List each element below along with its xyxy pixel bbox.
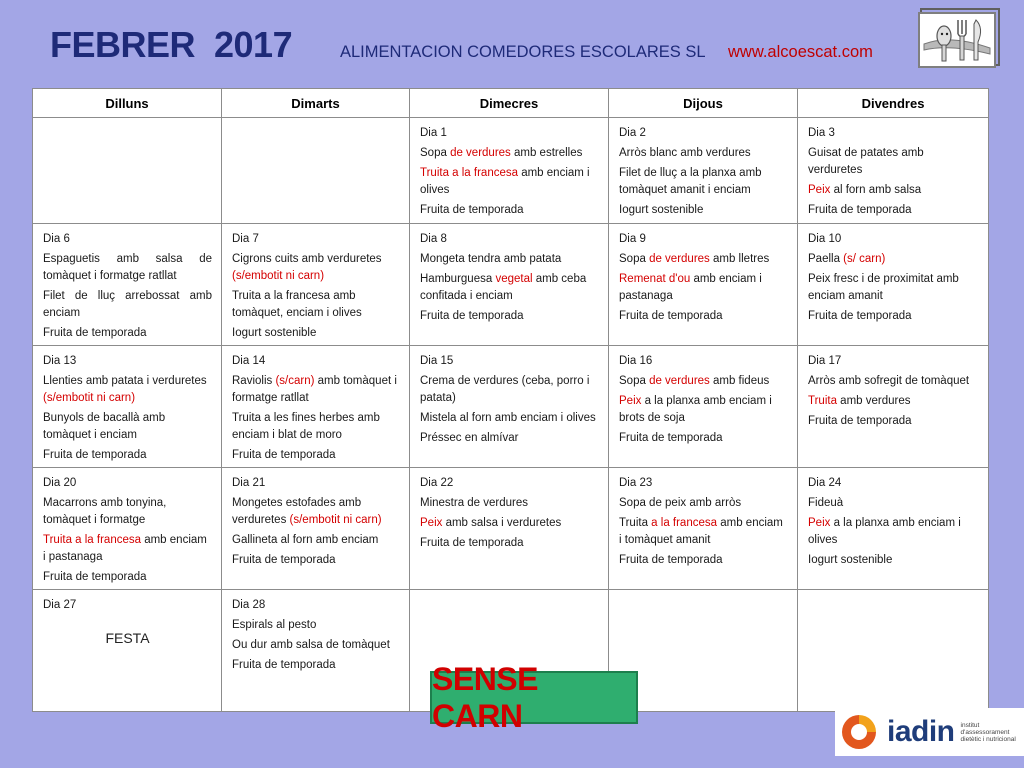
dish-text: Mongetes estofades amb verduretes — [232, 497, 362, 526]
dish-text: Espaguetis amb salsa de tomàquet i formatge ratllat — [43, 253, 212, 282]
iadin-logo-icon — [839, 712, 879, 752]
day-number — [808, 475, 979, 492]
dish-text: Mongeta tendra amb patata — [420, 253, 562, 265]
menu-dish — [43, 251, 212, 285]
dish-text: amb enciam i olives — [420, 167, 590, 196]
dish-text: Iogurt sostenible — [232, 327, 317, 339]
day-cell-dimecres — [410, 346, 609, 468]
menu-table — [32, 88, 989, 712]
dish-text: Mistela al forn amb enciam i olives — [420, 412, 596, 424]
menu-dish — [808, 251, 979, 268]
dish-text: Macarrons amb tonyina, tomàquet i formatge — [43, 497, 167, 526]
menu-dish — [232, 657, 400, 674]
menu-dish — [43, 288, 212, 322]
dish-text: Fideuà — [808, 497, 844, 509]
menu-dish — [232, 532, 400, 549]
dish-text: Sopa de peix amb arròs — [619, 497, 742, 509]
dish-text: Iogurt sostenible — [808, 554, 893, 566]
menu-dish — [232, 325, 400, 342]
company-name: ALIMENTACION COMEDORES ESCOLARES SL — [340, 43, 706, 61]
menu-dish — [808, 373, 979, 390]
menu-dish — [808, 515, 979, 549]
day-cell-dimarts — [222, 590, 410, 712]
dish-text: Fruita de temporada — [619, 310, 723, 322]
iadin-logo — [835, 708, 1024, 756]
day-number — [619, 353, 788, 370]
menu-dish — [619, 145, 788, 162]
dish-text: Sopa — [420, 147, 451, 159]
dish-text: Peix fresc i de proximitat amb enciam amanit — [808, 273, 959, 302]
dish-text: Dia 8 — [420, 233, 447, 245]
dish-text: Dia 2 — [619, 127, 646, 139]
dish-text: amb fideus — [709, 375, 770, 387]
menu-dish — [619, 515, 788, 549]
menu-dish — [232, 447, 400, 464]
day-number — [43, 231, 212, 248]
dish-text: Sopa — [619, 253, 650, 265]
dish-text: Fruita de temporada — [808, 204, 912, 216]
day-number — [619, 125, 788, 142]
day-number — [232, 353, 400, 370]
dish-text: al forn amb salsa — [830, 184, 922, 196]
meat-free-note: (s/ carn) — [843, 253, 886, 265]
day-cell-dimecres — [410, 468, 609, 590]
dish-text: Iogurt sostenible — [619, 204, 704, 216]
menu-dish — [43, 325, 212, 342]
week-row — [33, 224, 989, 346]
dish-text: Préssec en almívar — [420, 432, 519, 444]
week-row — [33, 468, 989, 590]
meat-free-note: Truita a la francesa — [43, 534, 142, 546]
dish-text: Dia 20 — [43, 477, 77, 489]
menu-dish — [420, 251, 599, 268]
dish-text: Espirals al pesto — [232, 619, 317, 631]
menu-dish — [619, 202, 788, 219]
day-cell-dilluns — [33, 346, 222, 468]
menu-dish — [619, 165, 788, 199]
day-cell-dimarts — [222, 224, 410, 346]
menu-dish — [232, 552, 400, 569]
dish-text: Truita a la francesa amb tomàquet, enciam i olives — [232, 290, 362, 319]
dish-text: Gallineta al forn amb enciam — [232, 534, 379, 546]
meat-free-note: (s/carn) — [275, 375, 315, 387]
day-cell-divendres — [798, 118, 989, 224]
dish-text: amb lletres — [709, 253, 770, 265]
menu-dish — [43, 447, 212, 464]
menu-dish — [619, 373, 788, 390]
website-link[interactable]: www.alcoescat.com — [728, 43, 873, 61]
dish-text: Bunyols de bacallà amb tomàquet i enciam — [43, 412, 166, 441]
dish-text: Dia 13 — [43, 355, 77, 367]
menu-dish — [808, 495, 979, 512]
dish-text: amb salsa i verduretes — [442, 517, 562, 529]
dish-text: Dia 7 — [232, 233, 259, 245]
dish-text: Truita a les fines herbes amb enciam i blat de moro — [232, 412, 380, 441]
dish-text: amb tomàquet i formatge ratllat — [232, 375, 397, 404]
menu-dish — [43, 373, 212, 407]
menu-dish — [808, 145, 979, 179]
dish-text: a la planxa amb enciam i olives — [808, 517, 961, 546]
dish-text: amb estrelles — [510, 147, 583, 159]
menu-dish — [232, 495, 400, 529]
dish-text: Dia 17 — [808, 355, 842, 367]
dish-text: a la planxa amb enciam i brots de soja — [619, 395, 772, 424]
header-dimecres: Dimecres — [410, 89, 609, 118]
dish-text: Hamburguesa — [420, 273, 496, 285]
dish-text: Dia 21 — [232, 477, 266, 489]
menu-dish — [43, 569, 212, 586]
week-row — [33, 346, 989, 468]
day-cell-dilluns — [33, 468, 222, 590]
day-number — [808, 231, 979, 248]
dish-text: Guisat de patates amb verduretes — [808, 147, 924, 176]
day-number — [232, 475, 400, 492]
dish-text: Dia 22 — [420, 477, 454, 489]
menu-dish — [232, 373, 400, 407]
dish-text: amb ceba confitada i enciam — [420, 273, 587, 302]
menu-dish — [43, 410, 212, 444]
menu-dish — [232, 410, 400, 444]
menu-dish — [420, 145, 599, 162]
dish-text: Arròs blanc amb verdures — [619, 147, 751, 159]
menu-dish — [420, 515, 599, 532]
dish-text: Dia 3 — [808, 127, 835, 139]
menu-dish — [420, 430, 599, 447]
day-cell-divendres — [798, 346, 989, 468]
dish-text: Raviolis — [232, 375, 276, 387]
meat-free-note: Peix — [619, 395, 642, 407]
day-cell-dimecres — [410, 118, 609, 224]
meat-free-note: Peix — [420, 517, 443, 529]
sense-carn-label: SENSE CARN — [432, 660, 538, 734]
dish-text: Truita — [619, 517, 652, 529]
header-dilluns: Dilluns — [33, 89, 222, 118]
dish-text: Dia 6 — [43, 233, 70, 245]
day-number — [43, 353, 212, 370]
header-divendres: Divendres — [798, 89, 989, 118]
dish-text: Dia 28 — [232, 599, 266, 611]
day-number — [420, 475, 599, 492]
iadin-subtitle: institut d'assessorament dietètic i nutricional — [960, 721, 1016, 743]
menu-dish — [808, 308, 979, 325]
meat-free-note: Peix — [808, 184, 831, 196]
dish-text: Dia 14 — [232, 355, 266, 367]
menu-dish — [43, 495, 212, 529]
dish-text: Dia 16 — [619, 355, 653, 367]
day-cell-dijous — [609, 468, 798, 590]
cutlery-icon — [920, 14, 994, 66]
menu-dish — [619, 495, 788, 512]
dish-text: Fruita de temporada — [619, 432, 723, 444]
meat-free-note: de verdures — [649, 253, 710, 265]
dish-text: Fruita de temporada — [420, 204, 524, 216]
dish-text: Fruita de temporada — [232, 449, 336, 461]
dish-text: Fruita de temporada — [232, 554, 336, 566]
menu-dish — [232, 637, 400, 654]
dish-text: Fruita de temporada — [43, 571, 147, 583]
day-cell-divendres — [798, 590, 989, 712]
menu-dish — [420, 373, 599, 407]
dish-text: amb enciam i pastanaga — [619, 273, 762, 302]
dish-text: amb enciam i pastanaga — [43, 534, 207, 563]
dish-text: Dia 27 — [43, 599, 77, 611]
day-number — [420, 353, 599, 370]
holiday-label: FESTA — [105, 630, 150, 646]
day-cell-dilluns — [33, 224, 222, 346]
day-number — [420, 231, 599, 248]
meat-free-note: de verdures — [450, 147, 511, 159]
menu-dish — [420, 495, 599, 512]
header-row — [33, 89, 989, 118]
menu-dish — [619, 251, 788, 268]
dish-text: Minestra de verdures — [420, 497, 529, 509]
menu-dish — [808, 182, 979, 199]
menu-dish — [43, 532, 212, 566]
day-number — [43, 597, 212, 614]
dish-text: Filet de lluç arrebossat amb enciam — [43, 290, 212, 319]
meat-free-note: de verdures — [649, 375, 710, 387]
dish-text: Llenties amb patata i verduretes — [43, 375, 207, 387]
menu-dish — [232, 617, 400, 634]
dish-text: Fruita de temporada — [420, 310, 524, 322]
page-title: FEBRER 2017 — [50, 24, 293, 65]
day-cell-dimarts — [222, 346, 410, 468]
day-cell-dimecres — [410, 224, 609, 346]
menu-dish — [232, 251, 400, 285]
menu-dish — [232, 288, 400, 322]
header-dijous: Dijous — [609, 89, 798, 118]
meat-free-note: (s/embotit ni carn) — [232, 270, 325, 282]
header-dimarts: Dimarts — [222, 89, 410, 118]
day-number — [619, 475, 788, 492]
menu-dish — [619, 393, 788, 427]
dish-text: Dia 24 — [808, 477, 842, 489]
menu-dish — [619, 271, 788, 305]
menu-dish — [420, 165, 599, 199]
dish-text: Dia 1 — [420, 127, 447, 139]
dish-text: Fruita de temporada — [808, 310, 912, 322]
menu-dish — [808, 202, 979, 219]
day-cell-dijous — [609, 346, 798, 468]
dish-text: Fruita de temporada — [619, 554, 723, 566]
day-cell-dimarts — [222, 468, 410, 590]
dish-text: Sopa — [619, 375, 650, 387]
menu-dish — [619, 430, 788, 447]
menu-dish — [808, 393, 979, 410]
meat-free-note: Truita a la francesa — [420, 167, 519, 179]
dish-text: Filet de lluç a la planxa amb tomàquet amanit i enciam — [619, 167, 762, 196]
meat-free-note: Truita — [808, 395, 837, 407]
meat-free-note: Remenat d'ou — [619, 273, 691, 285]
day-number — [420, 125, 599, 142]
meat-free-note: vegetal — [495, 273, 533, 285]
menu-dish — [420, 410, 599, 427]
dish-text: amb enciam i tomàquet amanit — [619, 517, 783, 546]
day-cell-dijous — [609, 224, 798, 346]
menu-dish — [420, 308, 599, 325]
menu-dish — [420, 202, 599, 219]
dish-text: Dia 23 — [619, 477, 653, 489]
dish-text: Fruita de temporada — [232, 659, 336, 671]
meat-free-note: (s/embotit ni carn) — [289, 514, 382, 526]
dish-text: Fruita de temporada — [43, 327, 147, 339]
menu-dish — [808, 271, 979, 305]
day-cell-dilluns — [33, 590, 222, 712]
menu-dish — [619, 308, 788, 325]
meat-free-note: (s/embotit ni carn) — [43, 392, 136, 404]
dish-text: Crema de verdures (ceba, porro i patata) — [420, 375, 590, 404]
menu-dish — [808, 413, 979, 430]
day-cell-divendres — [798, 224, 989, 346]
sense-carn-badge — [430, 660, 638, 734]
dish-text: Cigrons cuits amb verduretes — [232, 253, 382, 265]
meat-free-note: a la francesa — [651, 517, 718, 529]
meat-free-note: Peix — [808, 517, 831, 529]
dish-text: Paella — [808, 253, 844, 265]
dish-text: Dia 15 — [420, 355, 454, 367]
day-number — [232, 597, 400, 614]
dish-text: Fruita de temporada — [808, 415, 912, 427]
day-number — [808, 125, 979, 142]
iadin-name: iadin — [887, 715, 955, 748]
menu-dish — [808, 552, 979, 569]
day-cell-dimarts — [222, 118, 410, 224]
day-cell-dijous — [609, 118, 798, 224]
dish-text: Dia 10 — [808, 233, 842, 245]
dish-text: Fruita de temporada — [43, 449, 147, 461]
dish-text: amb verdures — [836, 395, 911, 407]
week-row — [33, 118, 989, 224]
cutlery-logo — [918, 12, 996, 68]
day-number — [43, 475, 212, 492]
day-number — [619, 231, 788, 248]
day-number — [808, 353, 979, 370]
menu-dish — [619, 552, 788, 569]
menu-dish — [420, 535, 599, 552]
dish-text: Dia 9 — [619, 233, 646, 245]
dish-text: Ou dur amb salsa de tomàquet — [232, 639, 390, 651]
day-cell-dilluns — [33, 118, 222, 224]
day-cell-divendres — [798, 468, 989, 590]
dish-text: Arròs amb sofregit de tomàquet — [808, 375, 970, 387]
day-number — [232, 231, 400, 248]
menu-dish — [420, 271, 599, 305]
dish-text: Fruita de temporada — [420, 537, 524, 549]
